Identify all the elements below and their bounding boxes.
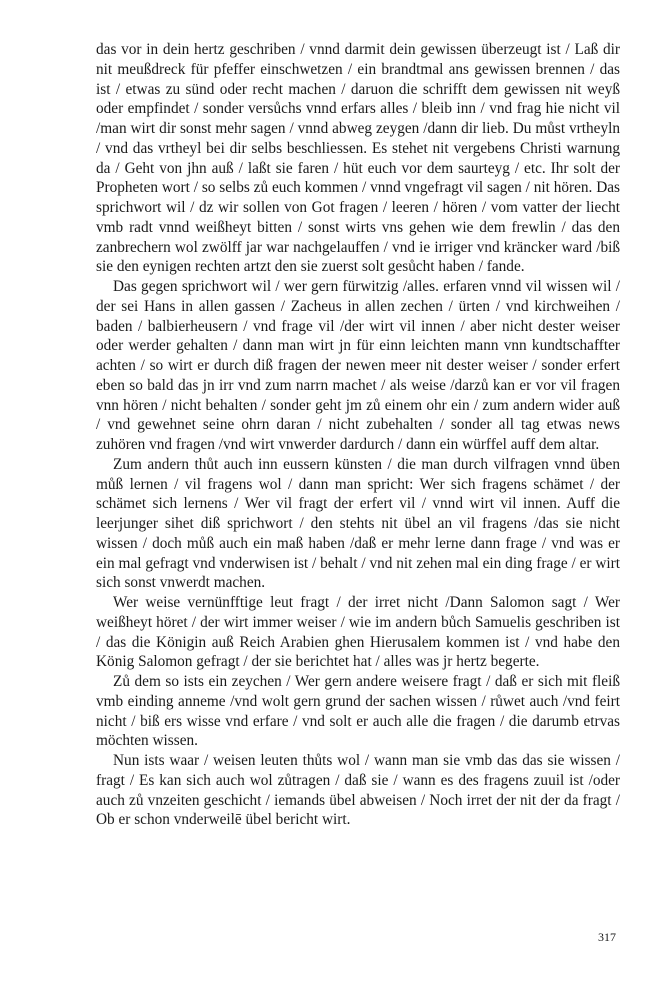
paragraph-6: Nun ists waar / weisen leuten thůts wol / wann man sie vmb das das sie wissen / fragt / Es kan sich auch wol zůtragen / daß sie / wann es des fragens zuuil ist /oder auch zů vnzeiten geschicht / iemands übel abweisen / Noch irret der nit der da fragt / Ob er schon vnderweilē übel bericht wirt. <box>96 752 620 829</box>
page-number: 317 <box>598 930 616 944</box>
page-text <box>96 40 620 830</box>
paragraph-3: Zum andern thůt auch inn eussern künsten / die man durch vilfragen vnnd üben můß lernen / vil fragens wol / dann man spricht: Wer sich fragens schämet / der schämet sich lernens / Wer vil fragt der erfert vil / vnnd wirt vil innen. Auff die leerjunger sihet diß sprichwort / den stehts nit übel an vil fragens /das sie nicht wissen / doch můß auch ein maß haben /daß er mehr lerne dann frage / vnd was er ein mal gefragt vnd vnderwisen ist / behalt / vnd nit zehen mal ein ding frage / er wirt sich sonst vnwerdt machen. <box>96 455 620 592</box>
paragraph-4: Wer weise vernünfftige leut fragt / der irret nicht /Dann Salomon sagt / Wer weißheyt höret / der wirt immer weiser / wie im andern bůch Samuelis geschriben ist / das die Königin auß Reich Arabien ghen Hierusalem kommen ist / vnd habe den König Salomon gefragt / der sie berichtet hat / alles was jr hertz begerte. <box>96 594 620 671</box>
paragraph-5: Zů dem so ists ein zeychen / Wer gern andere weisere fragt / daß er sich mit fleiß vmb einding anneme /vnd wolt gern grund der sachen wissen / růwet auch /vnd feirt nicht / biß ers wisse vnd erfare / vnd solt er auch alle die fragen / die darumb etrvas möchten wissen. <box>96 673 620 750</box>
paragraph-2: Das gegen sprichwort wil / wer gern fürwitzig /alles. erfaren vnnd vil wissen wil / der sei Hans in allen gassen / Zacheus in allen zechen / ürten / vnd kirchweihen / baden / balbierheusern / vnd frage vil /der wirt vil innen / aber nicht dester weiser oder werder gehalten / dann man wirt jn für einn leichten mann vnn kundtschaffter achten / so wirt er durch diß fragen der newen meer nit dester weiser / sonder erfert eben so bald das jn irr vnd zum narrn machet / als weise /darzů kan er vor vil fragen vnn hören / nicht behalten / sonder geht jm zů einem ohr ein / zum andern wider auß / vnd gewehnet seine ohrn daran / nicht zubehalten / sonder all tag etwas news zuhören vnd fragen /vnd wirt vnwerder dardurch / dann ein würffel auff dem altar. <box>96 278 620 453</box>
paragraph-1: das vor in dein hertz geschriben / vnnd darmit dein gewissen überzeugt ist / Laß dir nit meußdreck für pfeffer einschwetzen / ein brandtmal ans gewissen brennen / das ist / etwas zu sünd oder recht machen / daruon die schrifft dem gewissen nit weyß oder empfindet / sonder versůchs vnnd erfars alles / bleib inn / vnd frag hie nicht vil /man wirt dir sonst mehr sagen / vnnd abweg zeygen /dann dir lieb. Du můst vrtheyln / vnd das vrtheyl bei dir selbs beschliessen. Es stehet nit vergebens Christi warnung da / Geht von jhn auß / laßt sie faren / hüt euch vor dem saurteyg / etc. Ihr solt der Propheten wort / so selbs zů euch kommen / vnnd vngefragt vil sagen / nit hören. Das sprichwort wil / dz wir sollen von Got fragen / leeren / hören / vom vatter der liecht vmb radt vnnd weißheyt bitten / sonst wirts vns gehen wie dem frewlin / das den zanbrechern wol zwölff jar war nachgelauffen / vnd ie irriger vnd kräncker ward /biß sie den eynigen rechten artzt den sie zuerst solt gesůcht haben / fande. <box>96 41 620 276</box>
